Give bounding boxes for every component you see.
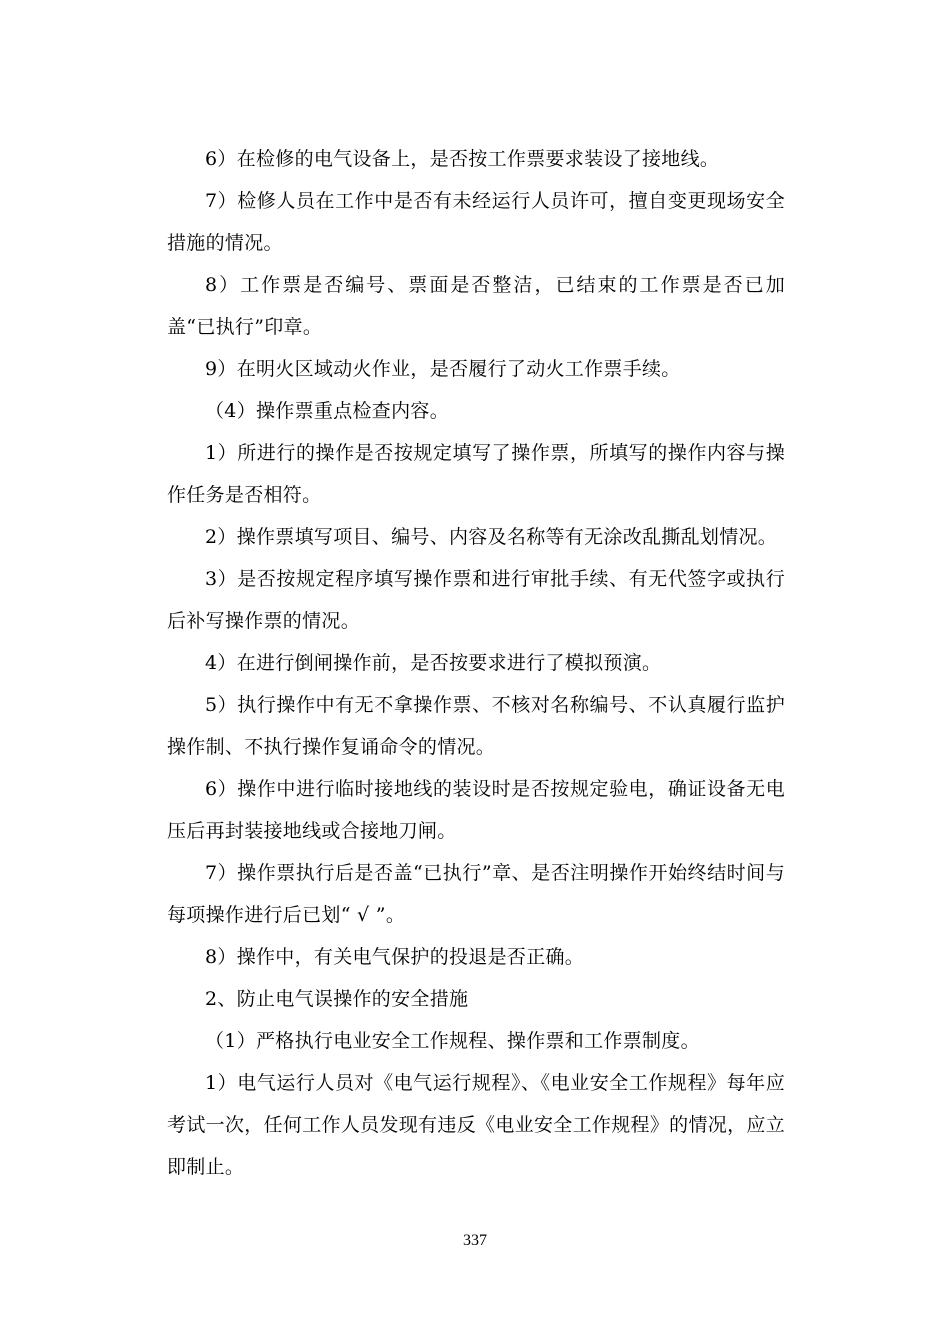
body-text (167, 138, 785, 1188)
page-number: 337 (463, 1232, 487, 1249)
paragraph-item-9-hot-work: 9）在明火区域动火作业，是否履行了动火工作票手续。 (205, 358, 681, 380)
section-heading-safety-measures: 2、防止电气误操作的安全措施 (205, 988, 469, 1010)
paragraph-op-item-6: 6）操作中进行临时接地线的装设时是否按规定验电，确证设备无电压后再封装接地线或合接地刀闸。 (167, 778, 785, 842)
paragraph-op-item-5: 5）执行操作中有无不拿操作票、不核对名称编号、不认真履行监护操作制、不执行操作复诵命令的情况。 (167, 694, 785, 758)
paragraph-op-item-8: 8）操作中，有关电气保护的投退是否正确。 (205, 946, 585, 968)
paragraph-op-item-7: 7）操作票执行后是否盖“已执行”章、是否注明操作开始终结时间与每项操作进行后已划“ √ ”。 (167, 862, 785, 926)
subsection-heading-regulations: （1）严格执行电业安全工作规程、操作票和工作票制度。 (205, 1030, 700, 1052)
paragraph-op-item-4: 4）在进行倒闸操作前，是否按要求进行了模拟预演。 (205, 652, 662, 674)
paragraph-op-item-2: 2）操作票填写项目、编号、内容及名称等有无涂改乱撕乱划情况。 (205, 526, 778, 548)
paragraph-op-item-3: 3）是否按规定程序填写操作票和进行审批手续、有无代签字或执行后补写操作票的情况。 (167, 568, 785, 632)
paragraph-item-7-unauthorized-change: 7）检修人员在工作中是否有未经运行人员许可，擅自变更现场安全措施的情况。 (167, 190, 785, 254)
paragraph-item-6-grounding: 6）在检修的电气设备上，是否按工作票要求装设了接地线。 (205, 148, 720, 170)
paragraph-reg-item-1: 1）电气运行人员对《电气运行规程》、《电业安全工作规程》每年应考试一次，任何工作人员发现有违反《电业安全工作规程》的情况，应立即制止。 (167, 1072, 785, 1178)
section-heading-operation-ticket: （4）操作票重点检查内容。 (205, 400, 449, 422)
paragraph-item-8-ticket-numbering: 8）工作票是否编号、票面是否整洁，已结束的工作票是否已加盖“已执行”印章。 (167, 274, 785, 338)
paragraph-op-item-1: 1）所进行的操作是否按规定填写了操作票，所填写的操作内容与操作任务是否相符。 (167, 442, 785, 506)
